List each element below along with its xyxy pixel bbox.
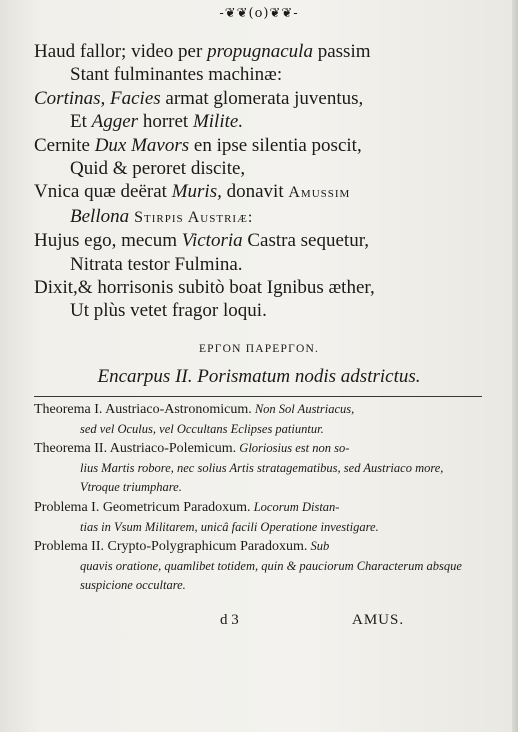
verse-text: Ut plùs vetet fragor loqui.: [70, 300, 267, 322]
item-first-line: [34, 537, 484, 557]
verse-text: Victoria: [181, 230, 243, 252]
verse-line: [34, 40, 484, 63]
item-label: Problema I. Geometricum Paradoxum.: [34, 499, 251, 515]
verse-block: [34, 40, 484, 323]
verse-text: Dux Mavors: [94, 134, 190, 156]
verse-line: [34, 205, 484, 229]
verse-line: [34, 134, 484, 157]
item-continuation-line: [34, 420, 484, 440]
section-heading: Encarpus II. Porismatum nodis adstrictus.: [97, 366, 421, 387]
verse-text: donavit: [221, 181, 289, 203]
verse-text: armat glomerata juventus,: [160, 87, 364, 109]
verse-text: Milite.: [192, 111, 244, 133]
item-continuation: sed vel Oculus, vel Occultans Eclipses patiuntur.: [80, 421, 324, 436]
item-continuation-line: [34, 557, 484, 596]
verse-text: en ipse silentia poscit,: [189, 134, 362, 156]
item-continuation-line: [34, 518, 484, 538]
verse-line: [34, 299, 484, 322]
verse-text: Bellona: [70, 205, 130, 227]
verse-line: [34, 253, 484, 276]
verse-line: [34, 63, 484, 86]
verse-line: [34, 180, 484, 204]
verse-line: [34, 110, 484, 133]
verse-text: Cortinas, Facies: [34, 87, 161, 109]
verse-text: Cernite: [34, 134, 95, 156]
verse-text: Stant fulminantes machinæ:: [70, 64, 283, 86]
page-ornament: -❦❦(o)❦❦-: [219, 6, 299, 21]
verse-text: Et: [70, 111, 92, 133]
item-statement: Gloriosius est non so-: [236, 441, 350, 456]
verse-text: Haud fallor; video per: [34, 41, 208, 62]
verse-text: horret: [138, 111, 193, 133]
item-statement: Locorum Distan-: [250, 499, 340, 514]
verse-text: Quid & peroret discite,: [70, 158, 246, 180]
propositions-list: [34, 400, 484, 596]
verse-text: Agger: [91, 111, 139, 133]
heading-rule: [34, 396, 482, 397]
verse-text: Amussim: [288, 184, 351, 202]
page-edge: [512, 0, 518, 732]
item-label: Theorema II. Austriaco-Polemicum.: [34, 441, 237, 457]
verse-text: Vnica quæ deërat: [34, 181, 172, 203]
item-statement: Sub: [307, 539, 330, 554]
item-continuation: quavis oratione, quamlibet totidem, quin & pauciorum Characterum absque suspicione occultare.: [80, 558, 462, 593]
greek-title: ΕΡΓΟΝ ΠΑΡΕΡΓΟΝ.: [198, 343, 320, 355]
verse-text: Nitrata testor Fulmina.: [70, 253, 243, 275]
verse-line: [34, 157, 484, 180]
verse-text: passim: [312, 41, 371, 62]
verse-text: Dixit,& horrisonis subitò boat Ignibus æther,: [34, 277, 375, 299]
item-continuation: lius Martis robore, nec solius Artis stratagematibus, sed Austriaco more, Vtroque triumphare.: [80, 460, 444, 495]
verse-text: propugnacula: [207, 41, 313, 62]
verse-line: [34, 276, 484, 299]
verse-text: Stirpis Austriæ:: [129, 208, 254, 226]
item-first-line: [34, 439, 484, 459]
signature-mark: d 3: [220, 612, 239, 628]
list-item: [34, 439, 484, 498]
item-first-line: [34, 498, 484, 518]
verse-text: Hujus ego, mecum: [34, 230, 182, 252]
list-item: [34, 498, 484, 537]
item-statement: Non Sol Austriacus,: [251, 402, 355, 416]
verse-line: [34, 229, 484, 252]
catchword: AMUS.: [352, 612, 405, 628]
item-label: Problema II. Crypto-Polygraphicum Paradoxum.: [34, 539, 308, 555]
item-label: Theorema I. Austriaco-Astronomicum.: [34, 402, 252, 417]
verse-line: [34, 87, 484, 110]
list-item: [34, 537, 484, 596]
item-first-line: [34, 400, 484, 420]
verse-text: Castra sequetur,: [242, 230, 370, 252]
verse-text: Muris,: [171, 181, 222, 203]
list-item: [34, 400, 484, 439]
item-continuation: tias in Vsum Militarem, unicâ facili Operatione investigare.: [80, 519, 379, 534]
item-continuation-line: [34, 459, 484, 498]
